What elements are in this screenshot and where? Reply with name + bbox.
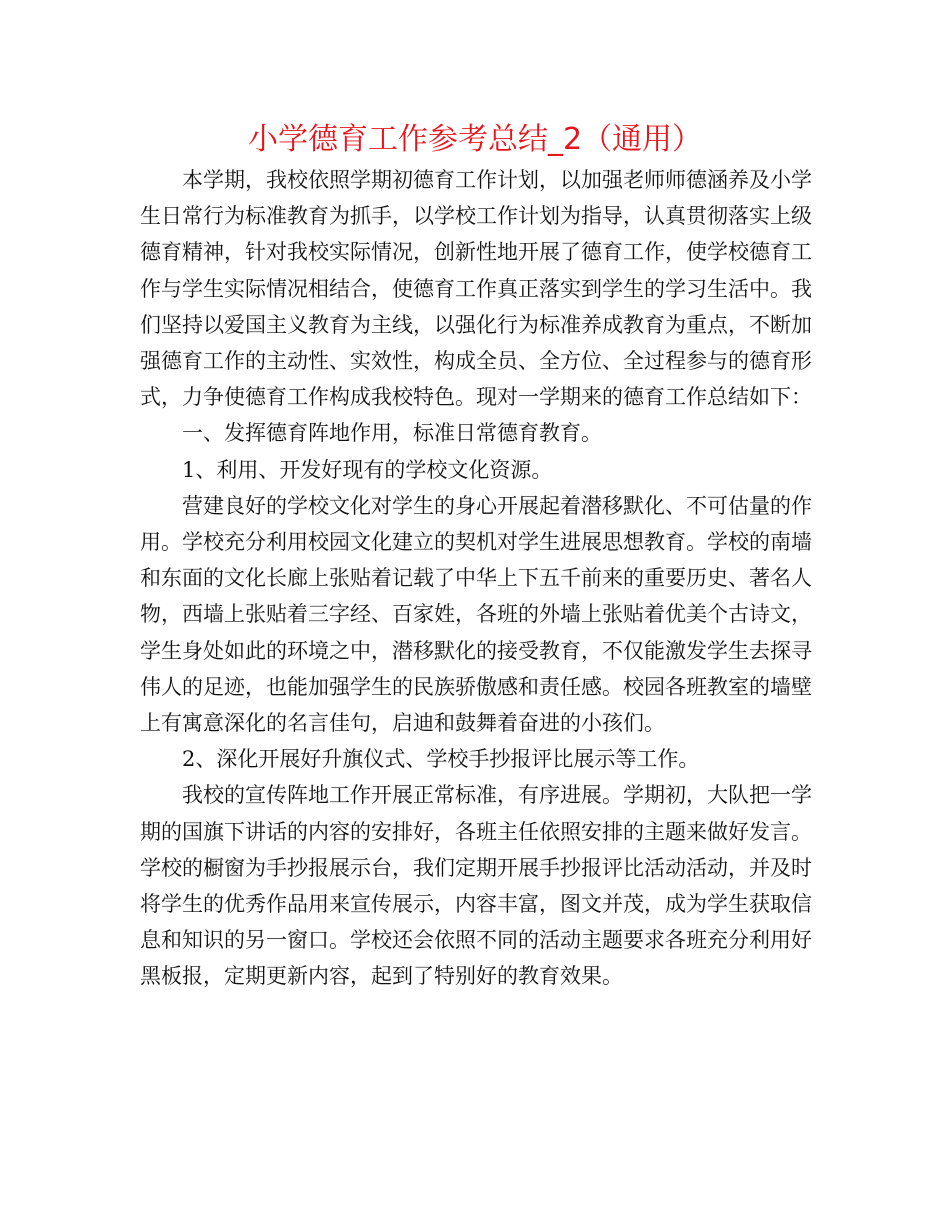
subsection-heading-1: 1、利用、开发好现有的学校文化资源。: [182, 457, 553, 482]
document-body: [140, 162, 812, 995]
section-heading-1: 一、发挥德育阵地作用，标准日常德育教育。: [182, 421, 602, 446]
paragraph-school-culture: 营建良好的学校文化对学生的身心开展起着潜移默化、不可估量的作用。学校充分利用校园文化建立的契机对学生进展思想教育。学校的南墙和东面的文化长廊上张贴着记载了中华上下五千前来的重要历史、著名人物，西墙上张贴着三字经、百家姓，各班的外墙上张贴着优美个古诗文，学生身处如此的环境之中，潜移默化的接受教育，不仅能激发学生去探寻伟人的足迹，也能加强学生的民族骄傲感和责任感。校园各班教室的墙壁上有寓意深化的名言佳句，启迪和鼓舞着奋进的小孩们。: [140, 493, 812, 736]
document-title: 小学德育工作参考总结_2（通用）: [247, 122, 703, 157]
paragraph-publicity: 我校的宣传阵地工作开展正常标准，有序进展。学期初，大队把一学期的国旗下讲话的内容的安排好，各班主任依照安排的主题来做好发言。学校的橱窗为手抄报展示台，我们定期开展手抄报评比活动活动，并及时将学生的优秀作品用来宣传展示，内容丰富，图文并茂，成为学生获取信息和知识的另一窗口。学校还会依照不同的活动主题要求各班充分利用好黑板报，定期更新内容，起到了特别好的教育效果。: [140, 783, 812, 989]
paragraph-intro: 本学期，我校依照学期初德育工作计划，以加强老师师德涵养及小学生日常行为标准教育为抓手，以学校工作计划为指导，认真贯彻落实上级德育精神，针对我校实际情况，创新性地开展了德育工作，使学校德育工作与学生实际情况相结合，使德育工作真正落实到学生的学习生活中。我们坚持以爱国主义教育为主线，以强化行为标准养成教育为重点，不断加强德育工作的主动性、实效性，构成全员、全方位、全过程参与的德育形式，力争使德育工作构成我校特色。现对一学期来的德育工作总结如下：: [140, 168, 812, 410]
subsection-heading-2: 2、深化开展好升旗仪式、学校手抄报评比展示等工作。: [182, 747, 700, 772]
